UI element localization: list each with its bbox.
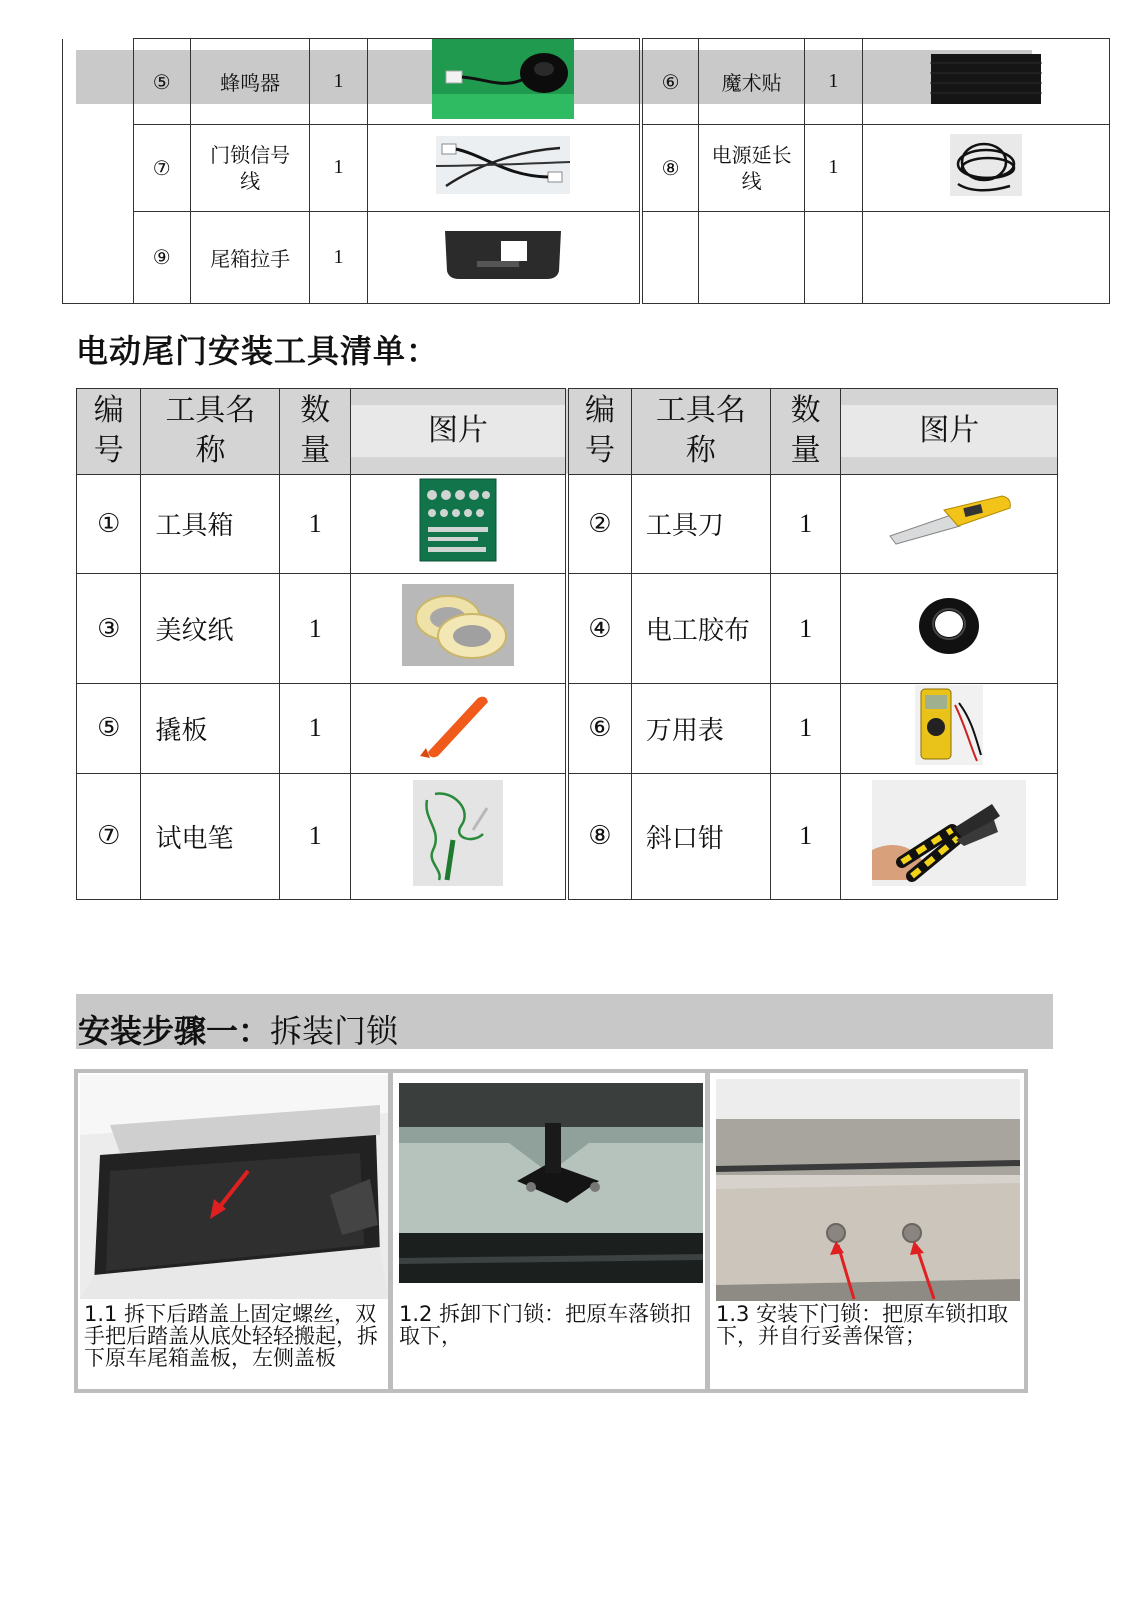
tool-image-cell	[350, 773, 567, 899]
tool-image-cell	[841, 684, 1058, 774]
tool-qty: 1	[280, 773, 351, 899]
tool-name: 电工胶布	[631, 574, 770, 684]
door-lock-photo	[399, 1083, 703, 1283]
part-number: ⑧	[641, 125, 698, 211]
part-name: 电源延长线	[698, 125, 804, 211]
part-image-cell	[862, 125, 1109, 211]
header-tool-name: 工具名称	[141, 389, 280, 475]
empty-cell	[698, 211, 804, 303]
parts-left-margin-cell	[63, 39, 134, 304]
tool-number: ⑦	[77, 773, 141, 899]
tool-qty: 1	[280, 474, 351, 574]
tool-number: ①	[77, 474, 141, 574]
tool-number: ⑤	[77, 684, 141, 774]
tool-number: ⑧	[567, 773, 631, 899]
empty-cell	[805, 211, 862, 303]
tool-image-cell	[350, 574, 567, 684]
step-caption-3: 1.3 安装下门锁：把原车锁扣取下，并自行妥善保管；	[716, 1302, 1009, 1348]
step-card-3	[706, 1069, 1028, 1393]
step-caption-2: 1.2 拆卸下门锁：把原车落锁扣取下，	[399, 1302, 692, 1348]
masking-tape-photo	[402, 584, 514, 666]
step-title-bold: 安装步骤一：	[78, 1012, 271, 1050]
tool-qty: 1	[280, 574, 351, 684]
tool-name: 工具箱	[141, 474, 280, 574]
buzzer-photo	[432, 39, 574, 119]
tool-name: 万用表	[631, 684, 770, 774]
tools-table	[76, 388, 1058, 900]
tool-image-cell	[841, 574, 1058, 684]
latch-removed-photo	[716, 1079, 1020, 1301]
trunk-open-photo	[80, 1075, 388, 1299]
tool-name: 撬板	[141, 684, 280, 774]
trunk-handle-photo	[441, 227, 565, 283]
tool-name: 工具刀	[631, 474, 770, 574]
tool-image-cell	[350, 684, 567, 774]
tool-name: 斜口钳	[631, 773, 770, 899]
header-number: 编号	[77, 389, 141, 475]
tool-number: ②	[567, 474, 631, 574]
tool-name: 美纹纸	[141, 574, 280, 684]
utility-knife-photo	[884, 492, 1014, 548]
empty-cell	[641, 211, 698, 303]
header-image: 图片	[350, 389, 567, 475]
part-qty: 1	[805, 39, 862, 125]
part-number: ⑤	[133, 39, 190, 125]
header-image: 图片	[841, 389, 1058, 475]
pry-tool-photo	[418, 690, 498, 760]
part-name: 尾箱拉手	[190, 211, 310, 303]
part-number: ⑦	[133, 125, 190, 211]
part-number: ⑨	[133, 211, 190, 303]
header-quantity: 数量	[770, 389, 841, 475]
empty-cell	[862, 211, 1109, 303]
tool-qty: 1	[770, 773, 841, 899]
part-number: ⑥	[641, 39, 698, 125]
tools-section-title: 电动尾门安装工具清单：	[76, 332, 440, 370]
part-qty: 1	[310, 125, 367, 211]
part-image-cell	[367, 39, 641, 125]
tool-number: ③	[77, 574, 141, 684]
tool-image-cell	[350, 474, 567, 574]
multimeter-photo	[915, 685, 983, 765]
header-tool-name: 工具名称	[631, 389, 770, 475]
part-name: 蜂鸣器	[190, 39, 310, 125]
step-title	[78, 1006, 398, 1052]
part-image-cell	[862, 39, 1109, 125]
part-name: 门锁信号线	[190, 125, 310, 211]
step-card-1	[74, 1069, 392, 1393]
toolbox-photo	[418, 477, 498, 563]
power-extension-cable-photo	[950, 134, 1022, 196]
tool-number: ④	[567, 574, 631, 684]
tool-qty: 1	[280, 684, 351, 774]
part-qty: 1	[310, 39, 367, 125]
tool-qty: 1	[770, 574, 841, 684]
part-qty: 1	[310, 211, 367, 303]
step-title-rest: 拆装门锁	[270, 1012, 399, 1050]
tool-image-cell	[841, 474, 1058, 574]
tool-name: 试电笔	[141, 773, 280, 899]
header-quantity: 数量	[280, 389, 351, 475]
tool-qty: 1	[770, 474, 841, 574]
tool-image-cell	[841, 773, 1058, 899]
part-qty: 1	[805, 125, 862, 211]
header-number: 编号	[567, 389, 631, 475]
tool-qty: 1	[770, 684, 841, 774]
diagonal-pliers-photo	[872, 780, 1026, 886]
part-image-cell	[367, 125, 641, 211]
door-lock-cable-photo	[436, 136, 570, 194]
part-name: 魔术贴	[698, 39, 804, 125]
step-caption-1: 1.1 拆下后踏盖上固定螺丝，双手把后踏盖从底处轻轻搬起，拆下原车尾箱盖板，左侧盖板	[84, 1302, 378, 1370]
parts-table	[62, 38, 1110, 304]
test-pen-photo	[413, 780, 503, 886]
part-image-cell	[367, 211, 641, 303]
tool-number: ⑥	[567, 684, 631, 774]
step-card-2	[389, 1069, 709, 1393]
electrical-tape-photo	[914, 590, 984, 660]
velcro-photo	[930, 53, 1042, 105]
